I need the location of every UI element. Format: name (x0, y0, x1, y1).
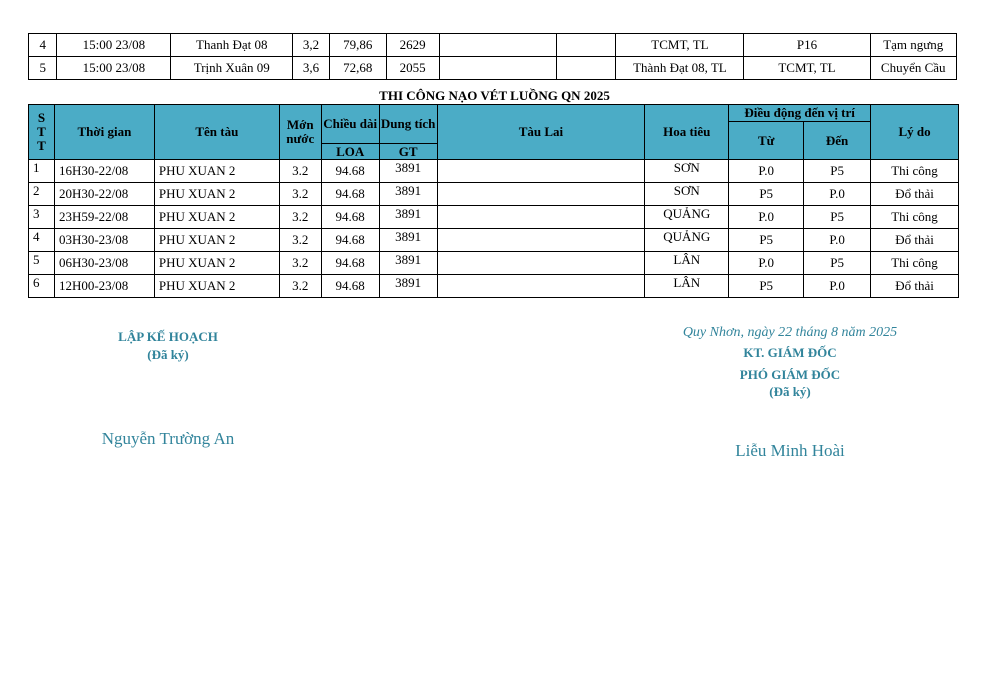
header-move: Điều động đến vị trí (729, 105, 871, 122)
cell-draft: 3.2 (279, 252, 321, 275)
cell-ship: PHU XUAN 2 (154, 275, 279, 298)
cell-to: P5 (804, 206, 871, 229)
cell-length: 94.68 (321, 229, 379, 252)
header-length-unit: LOA (321, 144, 379, 160)
cell-time: 12H00-23/08 (54, 275, 154, 298)
cell-from: P.0 (729, 252, 804, 275)
cell-length: 72,68 (329, 57, 386, 80)
cell-length: 79,86 (329, 34, 386, 57)
cell-draft: 3.2 (279, 160, 321, 183)
cell-to: P.0 (804, 229, 871, 252)
cell-stt: 6 (29, 275, 55, 298)
cell-time: 23H59-22/08 (54, 206, 154, 229)
cell-ship: PHU XUAN 2 (154, 252, 279, 275)
cell-capacity: 3891 (379, 160, 437, 183)
header-time: Thời gian (54, 105, 154, 160)
table-row (29, 252, 959, 275)
cell-reason: Đổ thải (871, 229, 959, 252)
cell-length: 94.68 (321, 252, 379, 275)
cell-time: 20H30-22/08 (54, 183, 154, 206)
cell-draft: 3.2 (279, 206, 321, 229)
cell-from: P5 (729, 183, 804, 206)
signature-left (88, 329, 248, 363)
cell-capacity: 3891 (379, 229, 437, 252)
cell-from: P5 (729, 229, 804, 252)
cell-pilot: LÂN (645, 275, 729, 298)
dredging-schedule-table (28, 104, 959, 298)
cell-position: TCMT, TL (744, 57, 870, 80)
cell-pilot: QUẢNG (645, 229, 729, 252)
cell-position: P16 (744, 34, 870, 57)
cell-from: P5 (729, 275, 804, 298)
cell-reason: Thi công (871, 252, 959, 275)
cell-empty (439, 57, 557, 80)
cell-stt: 3 (29, 206, 55, 229)
cell-tug: Thành Đạt 08, TL (616, 57, 744, 80)
cell-tug (437, 206, 645, 229)
cell-stt: 5 (29, 252, 55, 275)
cell-to: P.0 (804, 183, 871, 206)
cell-ship: PHU XUAN 2 (154, 160, 279, 183)
cell-ship: Thanh Đạt 08 (171, 34, 293, 57)
cell-tug (437, 252, 645, 275)
cell-reason: Đổ thải (871, 275, 959, 298)
cell-pilot: QUẢNG (645, 206, 729, 229)
cell-tug (437, 160, 645, 183)
cell-draft: 3,6 (293, 57, 330, 80)
cell-length: 94.68 (321, 183, 379, 206)
cell-stt: 2 (29, 183, 55, 206)
header-capacity: Dung tích (379, 105, 437, 144)
header-draft: Mớn nước (279, 105, 321, 160)
cell-ship: PHU XUAN 2 (154, 183, 279, 206)
header-ship: Tên tàu (154, 105, 279, 160)
cell-time: 03H30-23/08 (54, 229, 154, 252)
cell-from: P.0 (729, 206, 804, 229)
cell-tug: TCMT, TL (616, 34, 744, 57)
cell-stt: 4 (29, 229, 55, 252)
header-to: Đến (804, 122, 871, 160)
header-pilot: Hoa tiêu (645, 105, 729, 160)
cell-ship: PHU XUAN 2 (154, 206, 279, 229)
table-row (29, 34, 957, 57)
cell-ship: Trịnh Xuân 09 (171, 57, 293, 80)
cell-capacity: 2629 (386, 34, 439, 57)
cell-to: P5 (804, 252, 871, 275)
planner-role: LẬP KẾ HOẠCH (118, 329, 218, 344)
cell-empty (557, 34, 616, 57)
cell-pilot: SƠN (645, 183, 729, 206)
cell-ship: PHU XUAN 2 (154, 229, 279, 252)
cell-time: 15:00 23/08 (57, 34, 171, 57)
table-row (29, 206, 959, 229)
table-row (29, 183, 959, 206)
top-schedule-table (28, 33, 957, 80)
table-row (29, 229, 959, 252)
cell-stt: 1 (29, 160, 55, 183)
director-signed: (Đã ký) (769, 384, 811, 399)
cell-reason: Tạm ngưng (870, 34, 957, 57)
cell-draft: 3,2 (293, 34, 330, 57)
place-date: Quy Nhơn, ngày 22 tháng 8 năm 2025 (682, 325, 898, 340)
cell-capacity: 3891 (379, 275, 437, 298)
director-name: Liễu Minh Hoài (735, 441, 845, 460)
cell-to: P5 (804, 160, 871, 183)
cell-to: P.0 (804, 275, 871, 298)
cell-reason: Chuyển Cầu (870, 57, 957, 80)
cell-time: 15:00 23/08 (57, 57, 171, 80)
cell-reason: Thi công (871, 206, 959, 229)
cell-stt: 5 (29, 57, 57, 80)
cell-pilot: LÂN (645, 252, 729, 275)
cell-time: 06H30-23/08 (54, 252, 154, 275)
cell-tug (437, 229, 645, 252)
cell-from: P.0 (729, 160, 804, 183)
cell-draft: 3.2 (279, 183, 321, 206)
header-stt: S T T (29, 105, 55, 160)
cell-length: 94.68 (321, 206, 379, 229)
cell-length: 94.68 (321, 275, 379, 298)
director-role: KT. GIÁM ĐỐC (743, 345, 837, 360)
signature-right (640, 325, 940, 400)
cell-pilot: SƠN (645, 160, 729, 183)
cell-length: 94.68 (321, 160, 379, 183)
header-from: Từ (729, 122, 804, 160)
header-reason: Lý do (871, 105, 959, 160)
cell-empty (439, 34, 557, 57)
deputy-role: PHÓ GIÁM ĐỐC (739, 367, 841, 382)
header-tug: Tàu Lai (437, 105, 645, 160)
cell-draft: 3.2 (279, 229, 321, 252)
cell-draft: 3.2 (279, 275, 321, 298)
section-title: THI CÔNG NẠO VÉT LUỒNG QN 2025 (379, 88, 610, 103)
table-row (29, 275, 959, 298)
cell-time: 16H30-22/08 (54, 160, 154, 183)
planner-name: Nguyễn Trường An (101, 429, 235, 448)
cell-capacity: 2055 (386, 57, 439, 80)
planner-signed: (Đã ký) (147, 347, 189, 362)
cell-capacity: 3891 (379, 252, 437, 275)
table-row (29, 57, 957, 80)
header-length: Chiều dài (321, 105, 379, 144)
cell-reason: Thi công (871, 160, 959, 183)
cell-empty (557, 57, 616, 80)
cell-tug (437, 275, 645, 298)
table-row (29, 160, 959, 183)
cell-tug (437, 183, 645, 206)
cell-capacity: 3891 (379, 183, 437, 206)
cell-capacity: 3891 (379, 206, 437, 229)
cell-stt: 4 (29, 34, 57, 57)
header-capacity-unit: GT (379, 144, 437, 160)
cell-reason: Đổ thải (871, 183, 959, 206)
table-body (29, 160, 959, 298)
